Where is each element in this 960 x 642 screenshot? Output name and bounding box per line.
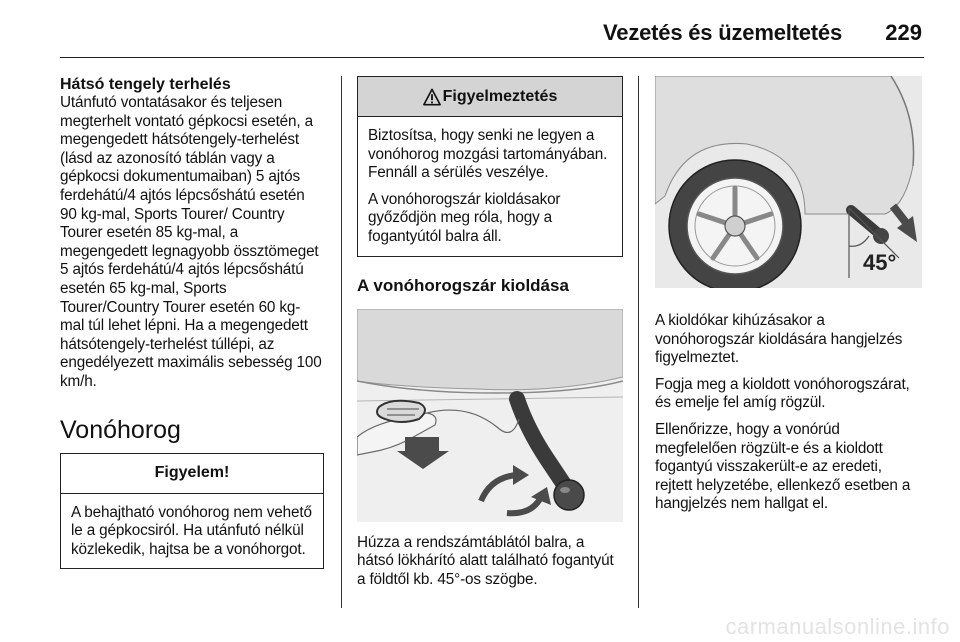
instruction-paragraph: A kioldókar kihúzásakor a vonóhorogszár kioldására hangjelzés figyelmeztet.: [655, 312, 903, 367]
towbar-angle-illustration: [655, 76, 922, 288]
instruction-paragraph: Ellenőrizze, hogy a vonórúd megfelelően rögzült-e és a kioldott fogantyú visszakerült-e az eredeti, rejtett helyzetébe, ellenkező esetben a hangjelzés nem hallgat el.: [655, 420, 911, 513]
towbar-section-title: Vonóhorog: [60, 415, 181, 444]
release-caption: Húzza a rendszámtáblától balra, a hátsó lökhárító alatt található fogantyút a földtől kb. 45°-os szögbe.: [357, 533, 614, 588]
warning-triangle-icon: [423, 88, 441, 106]
column-divider: [638, 76, 639, 608]
notice-box-title: Figyelem!: [61, 454, 323, 494]
warning-box-body: [358, 117, 622, 256]
page-title: Vezetés és üzemeltetés: [603, 20, 842, 45]
instruction-paragraph: Fogja meg a kioldott vonóhorogszárat, és emelje fel amíg rögzül.: [655, 375, 910, 412]
column-3: [655, 76, 923, 522]
watermark: carmanualsonline.info: [725, 614, 950, 639]
page-header: [60, 12, 924, 58]
release-section-title: A vonóhorogszár kioldása: [357, 275, 569, 295]
towbar-release-handle-illustration: [357, 309, 623, 522]
column-2: [357, 76, 623, 589]
notice-box-text: A behajtható vonóhorog nem vehető le a gépkocsiról. Ha utánfutó nélkül közlekedik, hajtsa be a vonóhorgot.: [71, 503, 312, 558]
angle-label: 45°: [863, 250, 897, 275]
rear-axle-load-heading: Hátsó tengely terhelés: [60, 76, 231, 93]
rear-axle-load-text: Utánfutó vontatásakor és teljesen megterhelt vontató gépkocsi esetén, a megengedett hátsótengely-terhelést (lásd az azonosító táblán vagy a gépkocsi dokumentumaiban) 5 ajtós ferdehátú/4 ajtós lépcsőshátú esetén 90 kg-mal, Sports Tourer/ Country Tourer esetén 85 kg-mal, a megengedett legnagyobb össztömeget 5 ajtós ferdehátú/4 ajtós lépcsőshátú esetén 65 kg-mal, Sports Tourer/Country Tourer esetén 60 kg-mal túl lehet lépni. Ha a megengedett hátsótengely-terhelést túllépi, az engedélyezett maximális sebesség 100 km/h.: [60, 94, 322, 390]
warning-box: [357, 76, 623, 257]
notice-box: [60, 453, 324, 570]
column-divider: [341, 76, 342, 608]
warning-box-header: [358, 77, 622, 117]
warning-paragraph: A vonóhorogszár kioldásakor győződjön meg róla, hogy a fogantyútól balra áll.: [368, 190, 561, 245]
towbar-release-drawing: [357, 309, 623, 522]
rear-wheel-drawing: [655, 76, 922, 288]
column-1: [60, 76, 324, 569]
page-number: 229: [885, 20, 922, 45]
warning-paragraph: Biztosítsa, hogy senki ne legyen a vonóhorog mozgási tartományában. Fennáll a sérülés veszélye.: [368, 127, 608, 182]
warning-box-title: Figyelmeztetés: [442, 87, 558, 105]
